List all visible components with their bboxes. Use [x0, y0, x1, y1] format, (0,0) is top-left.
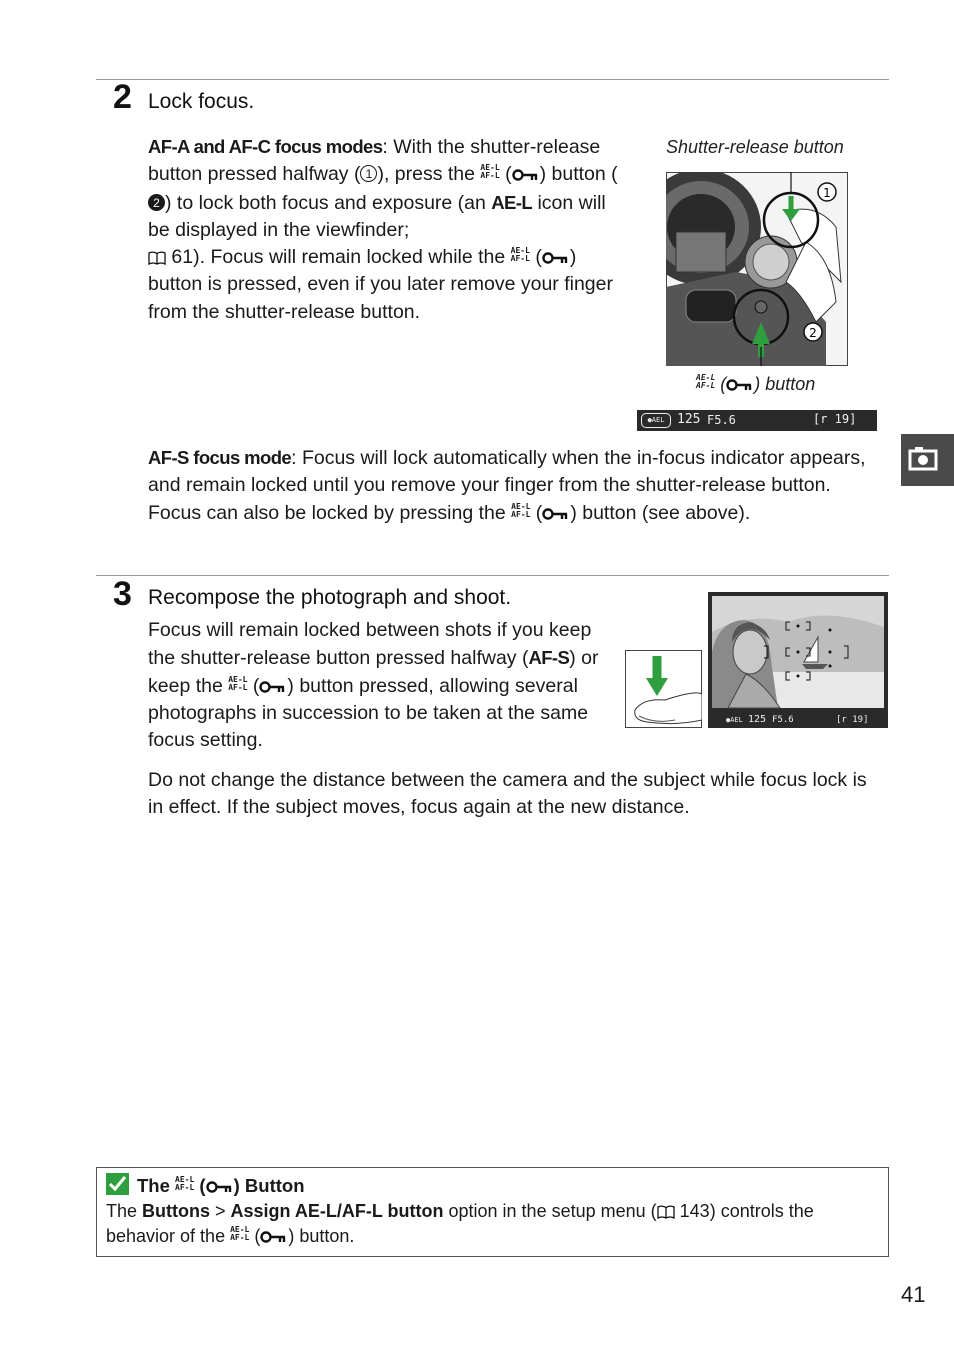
note-body: The Buttons > Assign AE-L/AF-L button option in the setup menu ( 143) controls the behavior of the AE-L AF-L ( ) button.	[106, 1201, 814, 1246]
ael-afl-icon: AE-L AF-L	[480, 163, 500, 181]
camera-top-illustration	[666, 172, 848, 366]
lock-key-icon	[206, 1180, 234, 1194]
viewfinder-recompose-illustration	[708, 592, 888, 728]
step-heading: Lock focus.	[148, 90, 255, 113]
shutter-speed: 125	[748, 714, 767, 725]
ael-indicator-icon: ●AEL	[641, 413, 671, 428]
shutter-speed: 125	[677, 412, 701, 427]
book-icon	[148, 251, 166, 265]
ael-afl-icon: AE-L AF-L	[230, 1225, 250, 1242]
step2-paragraph-1: AF-A and AF-C focus modes: With the shutter-release button pressed halfway ( 1 ), press the AE-L AF-L ( ) button (2 ) to lock both focus and exposure (an AE-L icon will be displayed in the viewfinder; 61). Focus will remain locked while the AE-L AF-L ( ) button is pressed, even if you later remove your finger from the shutter-release button.	[148, 136, 618, 323]
svg-text:●AEL: ●AEL	[726, 716, 743, 724]
svg-text:1: 1	[823, 186, 831, 200]
caption-ael-button: AE-L AF-L ( ) button	[696, 373, 816, 394]
step-heading: Recompose the photograph and shoot.	[148, 586, 512, 609]
step-number: 3	[113, 575, 132, 613]
aperture: F5.6	[707, 413, 736, 427]
step3-paragraph-2: Do not change the distance between the camera and the subject while focus lock is in effect. If the subject moves, focus again at the new distance.	[148, 769, 867, 819]
step-number: 2	[113, 78, 132, 116]
lock-key-icon	[542, 251, 570, 265]
lock-key-icon	[512, 168, 540, 182]
caption-shutter-release: Shutter-release button	[666, 137, 844, 157]
ael-afl-icon: AE-L AF-L	[228, 674, 248, 692]
step2-paragraph-2: AF-S focus mode: Focus will lock automatically when the in-focus indicator appears, and remain locked until you remove your finger from the shutter-release button. Focus can also be locked by pressing the AE-L AF-L ( ) button (see above).	[148, 447, 866, 524]
ael-afl-icon: AE-L AF-L	[696, 373, 716, 390]
frames-remaining: [r 19]	[836, 715, 869, 725]
chapter-tab-camera[interactable]	[901, 434, 954, 486]
frames-remaining: [r 19]	[813, 412, 857, 426]
section-divider	[96, 79, 889, 80]
note-box	[96, 1167, 889, 1257]
callout-2: 2	[148, 194, 165, 211]
svg-text:2: 2	[809, 326, 817, 340]
lock-key-icon	[726, 378, 754, 392]
checkmark-note-icon	[106, 1173, 129, 1195]
lock-key-icon	[259, 680, 287, 694]
aperture: F5.6	[772, 715, 794, 725]
viewfinder-display	[637, 410, 877, 431]
step3-paragraph-1: Focus will remain locked between shots if you keep the shutter-release button pressed halfway (AF-S) or keep the AE-L AF-L ( ) button pressed, allowing several photographs in succession to be taken at the same focus setting.	[148, 619, 599, 752]
ael-afl-icon: AE-L AF-L	[175, 1175, 195, 1192]
ael-afl-icon: AE-L AF-L	[510, 246, 530, 264]
book-icon	[657, 1205, 675, 1219]
page-number: 41	[901, 1282, 926, 1307]
lock-key-icon	[542, 507, 570, 521]
note-title: The AE-L AF-L ( ) Button	[137, 1175, 305, 1196]
section-divider	[96, 575, 889, 576]
camera-icon	[901, 434, 954, 486]
callout-1: 1	[360, 165, 377, 182]
lock-key-icon	[260, 1230, 288, 1244]
half-press-illustration	[625, 650, 702, 728]
ael-afl-icon: AE-L AF-L	[511, 501, 531, 519]
